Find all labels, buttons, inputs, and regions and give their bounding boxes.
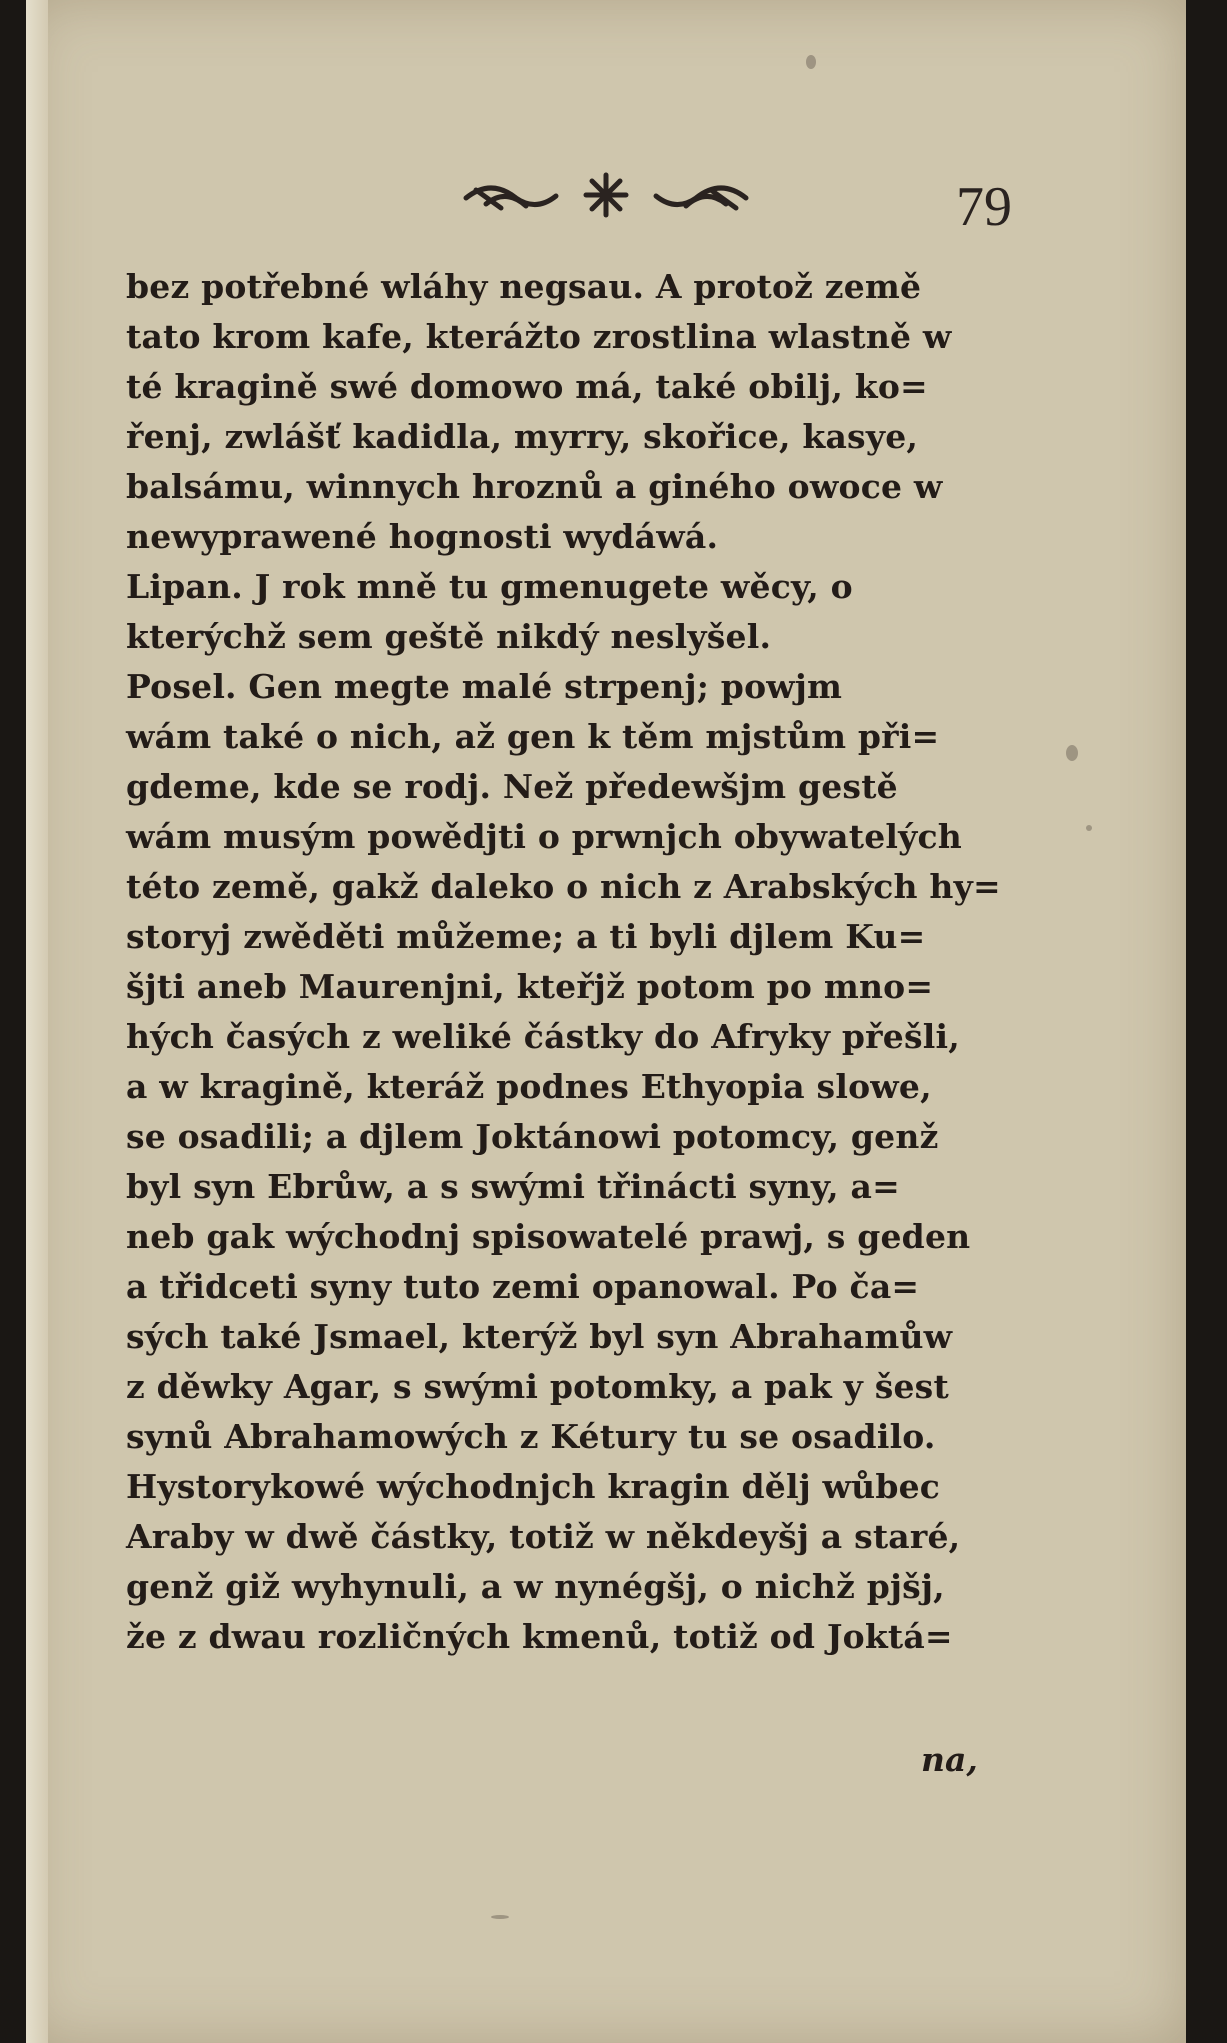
text-line: neb gak wýchodnj spisowatelé prawj, s geden [126, 1217, 971, 1256]
text-line: newyprawené hognosti wydáwá. [126, 517, 719, 556]
page-gutter [26, 0, 48, 2043]
book-page [26, 0, 1186, 2043]
text-line: této země, gakž daleko o nich z Arabských hy= [126, 867, 1001, 906]
catchword: na, [921, 1740, 978, 1779]
text-line: bez potřebné wláhy negsau. A protož země [126, 267, 922, 306]
text-line: že z dwau rozličných kmenů, totiž od Joktá= [126, 1617, 953, 1656]
text-line: genž giž wyhynuli, a w nynégšj, o nichž pjšj, [126, 1567, 945, 1606]
paper-speck [1066, 745, 1078, 761]
text-line: tato krom kafe, kterážto zrostlina wlastně w [126, 317, 952, 356]
text-line: wám musým powědjti o prwnjch obywatelých [126, 817, 962, 856]
text-line: storyj zwěděti můžeme; a ti byli djlem Ku= [126, 917, 926, 956]
text-line: a třidceti syny tuto zemi opanowal. Po ča= [126, 1267, 920, 1306]
text-line: Araby w dwě částky, totiž w někdeyšj a staré, [126, 1517, 961, 1556]
text-line: byl syn Ebrůw, a s swými třinácti syny, a= [126, 1167, 900, 1206]
text-line: se osadili; a djlem Joktánowi potomcy, genž [126, 1117, 939, 1156]
text-line: hých časých z weliké částky do Afryky přešli, [126, 1017, 960, 1056]
text-line: Lipan. J rok mně tu gmenugete wěcy, o [126, 567, 853, 606]
fleuron-ornament-icon [446, 160, 766, 230]
text-line: té kragině swé domowo má, také obilj, ko= [126, 367, 928, 406]
body-text [126, 262, 1086, 1662]
page-number: 79 [956, 176, 1012, 238]
text-line: gdeme, kde se rodj. Než předewšjm gestě [126, 767, 898, 806]
text-line: Posel. Gen megte malé strpenj; powjm [126, 667, 843, 706]
text-line: řenj, zwlášť kadidla, myrry, skořice, kasye, [126, 417, 919, 456]
text-line: šjti aneb Maurenjni, kteřjž potom po mno= [126, 967, 934, 1006]
text-line: a w kragině, kteráž podnes Ethyopia slowe, [126, 1067, 932, 1106]
text-line: wám také o nich, až gen k těm mjstům při= [126, 717, 940, 756]
text-line: z děwky Agar, s swými potomky, a pak y šest [126, 1367, 949, 1406]
text-line: sých také Jsmael, kterýž byl syn Abrahamůw [126, 1317, 953, 1356]
text-line: synů Abrahamowých z Kétury tu se osadilo. [126, 1417, 936, 1456]
paper-speck [806, 55, 816, 69]
text-line: balsámu, winnych hroznů a giného owoce w [126, 467, 943, 506]
text-line: kterýchž sem geště nikdý neslyšel. [126, 617, 772, 656]
text-line: Hystorykowé wýchodnjch kragin dělj wůbec [126, 1467, 941, 1506]
paper-speck [491, 1915, 509, 1919]
paper-speck [1086, 825, 1092, 831]
